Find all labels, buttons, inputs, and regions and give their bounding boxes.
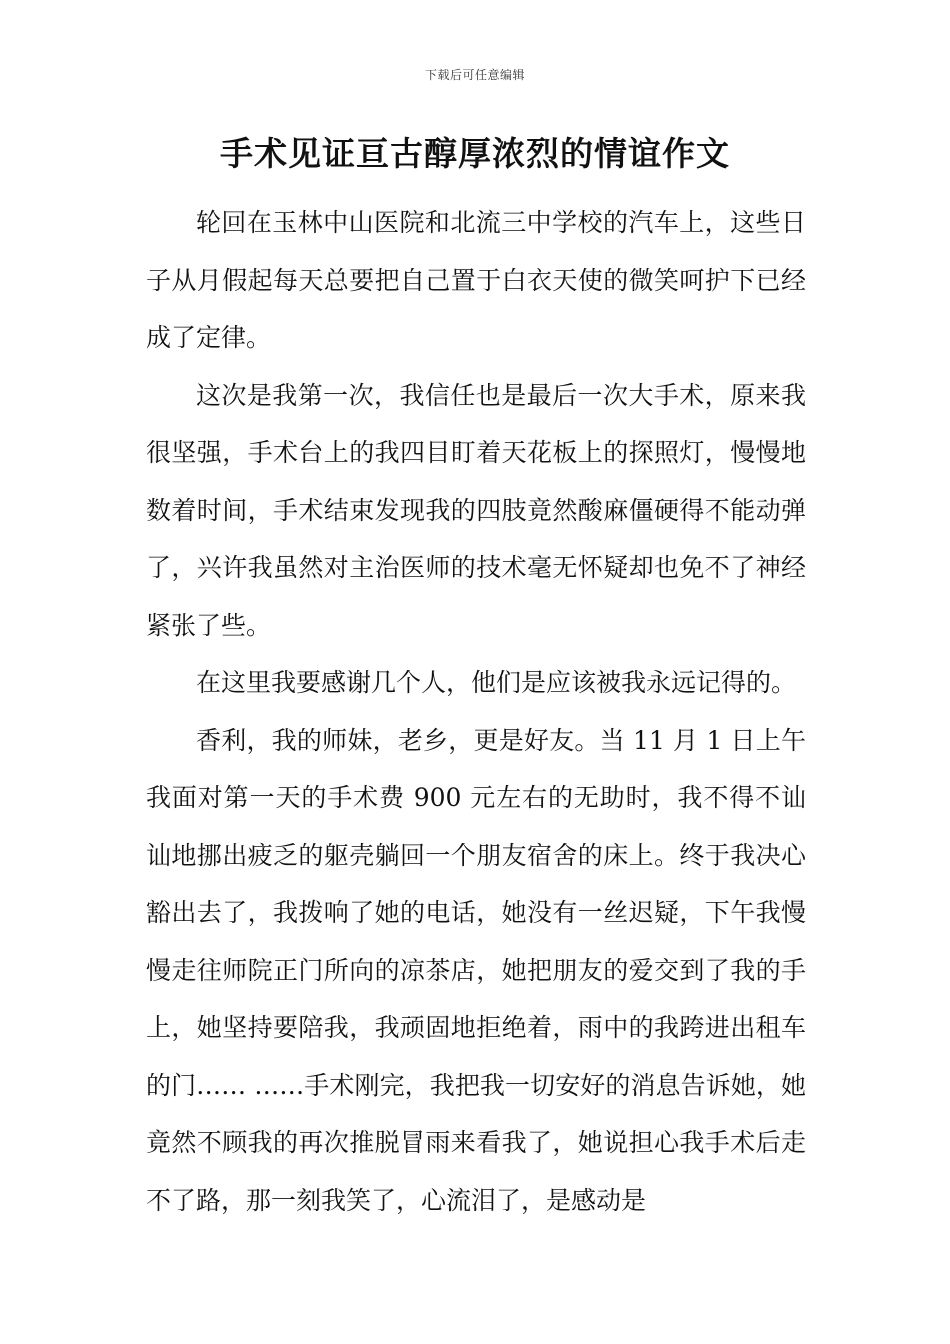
document-title: 手术见证亘古醇厚浓烈的情谊作文 — [220, 134, 730, 173]
paragraph-3: 在这里我要感谢几个人，他们是应该被我永远记得的。 — [196, 668, 797, 697]
header-note: 下载后可任意编辑 — [424, 68, 525, 82]
document-body — [146, 194, 806, 1229]
paragraph-4: 香利，我的师妹，老乡，更是好友。当 11 月 1 日上午我面对第一天的手术费 900 元左右的无助时，我不得不讪讪地挪出疲乏的躯壳躺回一个朋友宿舍的床上。终于我决心豁出去了，我拨响了她的电话，她没有一丝迟疑，下午我慢慢走往师院正门所向的凉茶店，她把朋友的爱交到了我的手上，她坚持要陪我，我顽固地拒绝着，雨中的我跨进出租车的门…… ……手术刚完，我把我一切安好的消息告诉她，她竟然不顾我的再次推脱冒雨来看我了，她说担心我手术后走不了路，那一刻我笑了，心流泪了，是感动是 — [146, 725, 806, 1215]
paragraph-2: 这次是我第一次，我信任也是最后一次大手术，原来我很坚强，手术台上的我四目盯着天花板上的探照灯，慢慢地数着时间，手术结束发现我的四肢竟然酸麻僵硬得不能动弹了，兴许我虽然对主治医师的技术毫无怀疑却也免不了神经紧张了些。 — [146, 380, 806, 640]
paragraph-1: 轮回在玉林中山医院和北流三中学校的汽车上，这些日子从月假起每天总要把自己置于白衣天使的微笑呵护下已经成了定律。 — [146, 208, 806, 352]
